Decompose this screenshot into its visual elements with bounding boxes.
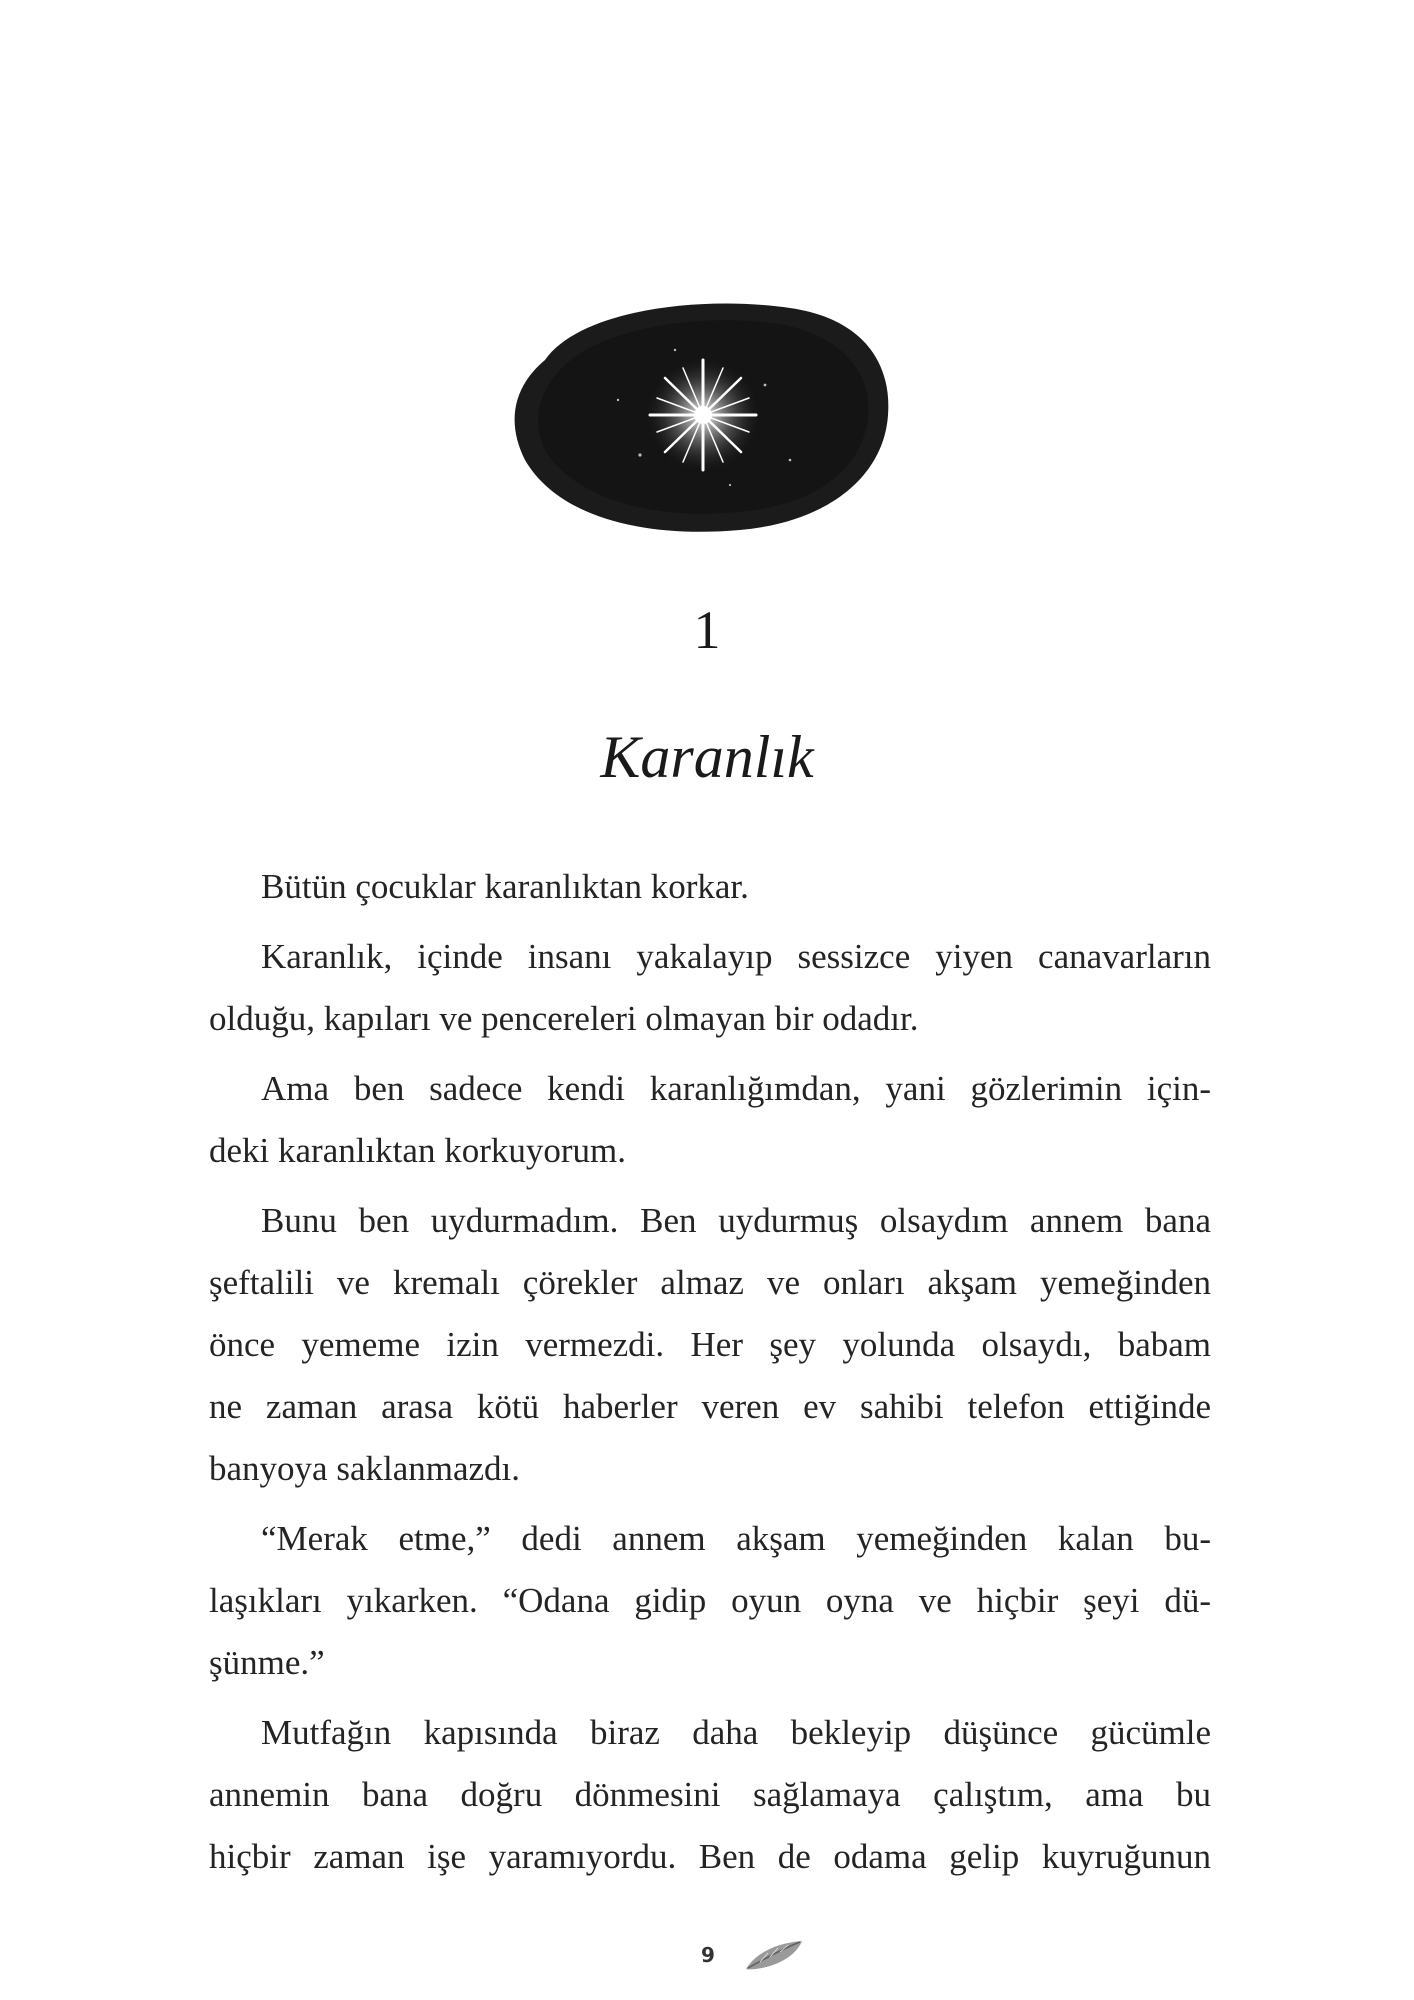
page-number: 9: [701, 1943, 715, 1967]
page-footer: [0, 1935, 1414, 1975]
text-line: şünme.”: [209, 1643, 325, 1682]
text-line: laşıkları yıkarken. “Odana gidip oyun oyna ve hiçbir şeyi dü-: [209, 1581, 1211, 1620]
text-line: ne zaman arasa kötü haberler veren ev sahibi telefon ettiğinde: [209, 1387, 1211, 1426]
text-line: banyoya saklanmazdı.: [209, 1449, 521, 1488]
text-line: şeftalili ve kremalı çörekler almaz ve onları akşam yemeğinden: [209, 1263, 1211, 1302]
feather-icon: [742, 1939, 806, 1973]
text-line: Bunu ben uydurmadım. Ben uydurmuş olsaydım annem bana: [261, 1201, 1211, 1240]
text-line: Bütün çocuklar karanlıktan korkar.: [261, 867, 749, 906]
text-line: Ama ben sadece kendi karanlığımdan, yani gözlerimin için-: [261, 1069, 1211, 1108]
text-line: olduğu, kapıları ve pencereleri olmayan bir odadır.: [209, 999, 919, 1038]
text-line: Mutfağın kapısında biraz daha bekleyip düşünce gücümle: [261, 1713, 1211, 1752]
star-sparkle: [643, 355, 763, 475]
text-line: deki karanlıktan korkuyorum.: [209, 1131, 626, 1170]
text-line: “Merak etme,” dedi annem akşam yemeğinden kalan bu-: [261, 1519, 1211, 1558]
chapter-title: Karanlık: [600, 724, 814, 790]
chapter-number: 1: [693, 600, 721, 660]
night-star-blot-icon: [500, 290, 900, 550]
text-line: önce yememe izin vermezdi. Her şey yolunda olsaydı, babam: [209, 1325, 1211, 1364]
body-text: [209, 856, 1211, 1888]
text-line: hiçbir zaman işe yaramıyordu. Ben de odama gelip kuyruğunun: [209, 1837, 1211, 1876]
text-line: Karanlık, içinde insanı yakalayıp sessizce yiyen canavarların: [261, 937, 1211, 976]
text-line: annemin bana doğru dönmesini sağlamaya çalıştım, ama bu: [209, 1775, 1211, 1814]
